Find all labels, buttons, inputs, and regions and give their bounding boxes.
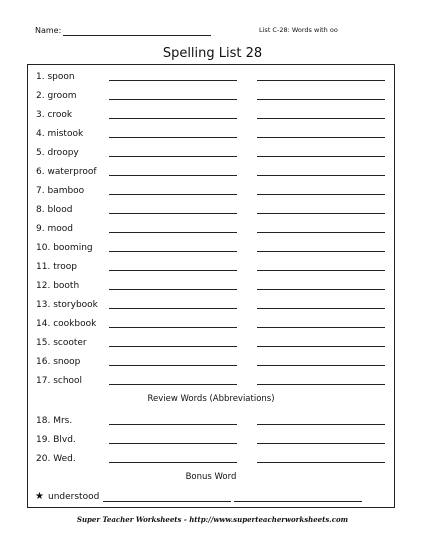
write-line [257,308,385,309]
write-line [109,462,237,463]
word-row [28,165,394,179]
spelling-word: groom [47,91,77,101]
word-label [36,281,79,291]
word-label [36,167,97,177]
word-row [28,452,394,466]
word-row [28,298,394,312]
spelling-word: storybook [53,300,98,310]
review-heading: Review Words (Abbreviations) [147,394,275,404]
word-number: 2. [36,91,45,101]
write-line [109,175,237,176]
word-label [36,72,75,82]
write-line [257,346,385,347]
spelling-word: school [53,376,83,386]
write-line [109,156,237,157]
word-number: 5. [36,148,45,158]
word-number: 19. [36,435,51,445]
name-line [63,35,211,36]
write-line [109,327,237,328]
word-number: 15. [36,338,51,348]
word-number: 13. [36,300,51,310]
write-line [109,194,237,195]
word-label [36,91,76,101]
word-label [36,454,76,464]
word-label [36,300,98,310]
write-line [257,175,385,176]
spelling-word: booming [53,243,93,253]
word-row [28,279,394,293]
write-line [257,443,385,444]
bonus-heading: Bonus Word [185,472,237,482]
word-row [28,433,394,447]
write-line [257,99,385,100]
write-line [257,270,385,271]
spelling-word: snoop [53,357,81,367]
word-label [36,262,77,272]
spelling-word: spoon [47,72,75,82]
spelling-word: crook [47,110,73,120]
write-line [257,232,385,233]
spelling-word: Wed. [53,454,76,464]
spelling-word: Blvd. [53,435,76,445]
write-line [109,289,237,290]
write-line [109,308,237,309]
word-number: 1. [36,72,45,82]
write-line [103,501,231,502]
word-row [28,222,394,236]
worksheet-header [35,26,390,40]
write-line [109,213,237,214]
word-row [28,146,394,160]
write-line [109,346,237,347]
write-line [109,424,237,425]
word-label [36,148,79,158]
write-line [257,118,385,119]
star-icon: ★ [35,491,44,502]
name-label: Name: [35,26,62,35]
word-number: 8. [36,205,45,215]
write-line [109,443,237,444]
word-row [28,184,394,198]
word-number: 14. [36,319,51,329]
word-label [36,416,72,426]
word-row [28,414,394,428]
write-line [257,251,385,252]
word-number: 16. [36,357,51,367]
write-line [257,289,385,290]
word-label [36,186,84,196]
word-number: 20. [36,454,51,464]
write-line [257,462,385,463]
word-number: 4. [36,129,45,139]
write-line [257,156,385,157]
spelling-word: scooter [53,338,87,348]
spelling-word: booth [53,281,80,291]
word-number: 11. [36,262,51,272]
word-label [36,110,72,120]
word-label [36,243,93,253]
write-line [234,501,362,502]
word-row [28,89,394,103]
word-number: 7. [36,186,45,196]
word-label [36,205,72,215]
write-line [257,137,385,138]
write-line [257,384,385,385]
word-row [28,355,394,369]
write-line [257,194,385,195]
spelling-word: waterproof [47,167,97,177]
word-label [36,319,96,329]
write-line [257,365,385,366]
word-number: 17. [36,376,51,386]
word-row [28,374,394,388]
write-line [257,213,385,214]
write-line [109,137,237,138]
word-row [28,241,394,255]
word-label [36,129,83,139]
word-number: 3. [36,110,45,120]
word-label [36,224,73,234]
page-title: Spelling List 28 [162,46,263,61]
spelling-word: troop [53,262,77,272]
word-number: 9. [36,224,45,234]
word-label [36,435,76,445]
word-number: 12. [36,281,51,291]
write-line [109,251,237,252]
spelling-word: bamboo [47,186,85,196]
word-row [28,108,394,122]
word-row [28,70,394,84]
word-row [28,336,394,350]
write-line [109,270,237,271]
write-line [109,384,237,385]
word-label [36,357,80,367]
spelling-word: droopy [47,148,79,158]
write-line [257,80,385,81]
write-line [257,327,385,328]
write-line [109,365,237,366]
word-number: 6. [36,167,45,177]
word-number: 18. [36,416,51,426]
word-label [36,376,82,386]
word-row [28,317,394,331]
word-row [28,127,394,141]
write-line [109,99,237,100]
word-row [28,260,394,274]
bonus-word: understood [48,492,100,502]
spelling-word: mistook [47,129,84,139]
spelling-box [27,64,395,508]
bonus-row [28,491,394,505]
footer: Super Teacher Worksheets - http://www.superteacherworksheets.com [76,515,349,524]
word-label [36,338,87,348]
list-info: List C-28: Words with oo [259,26,338,34]
write-line [109,80,237,81]
spelling-word: cookbook [53,319,97,329]
spelling-word: Mrs. [53,416,73,426]
write-line [109,232,237,233]
write-line [109,118,237,119]
write-line [257,424,385,425]
word-number: 10. [36,243,51,253]
spelling-word: blood [47,205,73,215]
word-row [28,203,394,217]
spelling-word: mood [47,224,73,234]
